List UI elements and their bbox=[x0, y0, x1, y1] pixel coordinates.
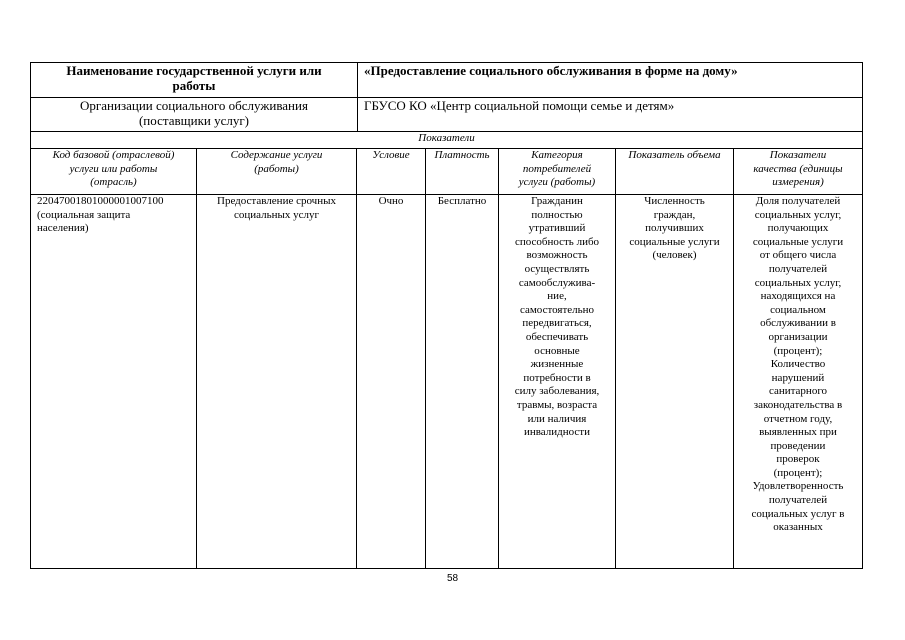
cell-line: Доля получателей bbox=[755, 195, 841, 207]
column-header-volume bbox=[616, 149, 734, 195]
header-line: Показатель объема bbox=[628, 149, 721, 161]
column-header-payment bbox=[426, 149, 499, 195]
cell-line: самообслужива- bbox=[518, 276, 596, 289]
header-line: (работы) bbox=[254, 162, 299, 175]
cell-line: отчетном году, bbox=[763, 412, 833, 425]
cell-line: социальные услуги bbox=[752, 235, 844, 248]
cell-line: потребности в bbox=[523, 371, 591, 384]
cell-line: (человек) bbox=[652, 249, 697, 262]
cell-line: оказанных bbox=[773, 521, 823, 534]
cell-line: от общего числа bbox=[759, 249, 837, 262]
header-line: Показатели bbox=[769, 149, 827, 161]
cell-line: способность либо bbox=[514, 235, 600, 248]
header-line: измерения) bbox=[772, 176, 824, 189]
cell-line: находящихся на bbox=[760, 290, 836, 303]
header-line: услуги или работы bbox=[69, 162, 158, 175]
cell-line: социальных услуг, bbox=[754, 276, 842, 289]
cell-line: или наличия bbox=[527, 412, 587, 425]
cell-line: полностью bbox=[531, 208, 583, 221]
service-header-table bbox=[30, 62, 863, 132]
cell-line: (социальная защита bbox=[37, 208, 131, 221]
cell-line: самостоятельно bbox=[519, 303, 595, 316]
cell-line: ние, bbox=[547, 290, 567, 303]
cell-volume bbox=[616, 195, 734, 569]
service-name-row bbox=[31, 63, 863, 98]
cell-line: основные bbox=[534, 344, 580, 357]
cell-line: получающих bbox=[767, 222, 829, 235]
cell-line: (процент); bbox=[773, 344, 823, 357]
cell-line: нарушений bbox=[771, 371, 825, 384]
cell-line: населения) bbox=[37, 222, 89, 235]
cell-line: возможность bbox=[526, 249, 588, 262]
cell-line: Бесплатно bbox=[437, 195, 487, 207]
cell-line: осуществлять bbox=[524, 262, 590, 275]
cell-line: получивших bbox=[645, 222, 704, 235]
header-line: (отрасль) bbox=[90, 176, 137, 189]
service-name-label-line: работы bbox=[172, 78, 216, 93]
cell-line: инвалидности bbox=[523, 426, 590, 439]
column-header-quality bbox=[734, 149, 863, 195]
indicators-title-row bbox=[31, 132, 863, 149]
column-header-condition bbox=[357, 149, 426, 195]
column-header-row bbox=[31, 149, 863, 195]
service-name-value: «Предоставление социального обслуживания в форме на дому» bbox=[358, 63, 863, 98]
header-line: Категория bbox=[531, 149, 583, 161]
column-header-content bbox=[197, 149, 357, 195]
cell-line: Очно bbox=[378, 195, 404, 207]
cell-line: обеспечивать bbox=[525, 330, 589, 343]
cell-line: проведении bbox=[770, 439, 826, 452]
cell-category bbox=[499, 195, 616, 569]
indicators-title: Показатели bbox=[31, 132, 863, 149]
cell-line: 22047001801000001007100 bbox=[37, 195, 164, 207]
providers-label bbox=[31, 98, 358, 132]
cell-line: травмы, возраста bbox=[516, 398, 598, 411]
indicators-table bbox=[30, 131, 863, 569]
cell-line: Количество bbox=[770, 358, 826, 371]
cell-line: проверок bbox=[776, 453, 820, 466]
header-line: Платность bbox=[434, 149, 490, 161]
cell-line: Гражданин bbox=[531, 195, 583, 207]
cell-line: получателей bbox=[768, 494, 828, 507]
cell-line: социальных услуг, bbox=[754, 208, 842, 221]
cell-line: передвигаться, bbox=[522, 317, 592, 330]
header-line: качества (единицы bbox=[753, 162, 843, 175]
cell-line: Удовлетворенность bbox=[752, 480, 844, 493]
cell-content bbox=[197, 195, 357, 569]
cell-line: Численность bbox=[644, 195, 705, 207]
cell-quality bbox=[734, 195, 863, 569]
providers-value: ГБУСО КО «Центр социальной помощи семье и детям» bbox=[358, 98, 863, 132]
cell-line: обслуживании в bbox=[760, 317, 836, 330]
header-line: Условие bbox=[372, 149, 410, 161]
cell-line: социальных услуг bbox=[233, 208, 320, 221]
providers-label-line: (поставщики услуг) bbox=[138, 113, 250, 128]
table-row bbox=[31, 195, 863, 569]
cell-line: социальные услуги bbox=[629, 235, 720, 248]
cell-line: утративший bbox=[528, 222, 586, 235]
cell-line: законодательства в bbox=[753, 398, 843, 411]
cell-line: выявленных при bbox=[759, 426, 837, 439]
cell-line: организации bbox=[768, 330, 828, 343]
cell-line: жизненные bbox=[530, 358, 584, 371]
cell-code bbox=[31, 195, 197, 569]
header-line: Содержание услуги bbox=[230, 149, 323, 161]
service-name-label-line: Наименование государственной услуги или bbox=[66, 63, 322, 78]
cell-line: Предоставление срочных bbox=[217, 195, 336, 207]
providers-label-line: Организации социального обслуживания bbox=[80, 98, 308, 113]
cell-line: санитарного bbox=[768, 385, 828, 398]
cell-line: социальном bbox=[770, 303, 826, 316]
column-header-code bbox=[31, 149, 197, 195]
cell-line: силу заболевания, bbox=[514, 385, 600, 398]
page-number: 58 bbox=[446, 573, 459, 584]
cell-line: социальных услуг в bbox=[751, 507, 845, 520]
header-line: Код базовой (отраслевой) bbox=[52, 149, 175, 161]
column-header-category bbox=[499, 149, 616, 195]
header-line: услуги (работы) bbox=[518, 176, 596, 189]
cell-line: граждан, bbox=[653, 208, 696, 221]
header-line: потребителей bbox=[522, 162, 592, 175]
service-name-label bbox=[31, 63, 358, 98]
cell-condition bbox=[357, 195, 426, 569]
providers-row bbox=[31, 98, 863, 132]
cell-line: (процент); bbox=[773, 466, 823, 479]
cell-payment bbox=[426, 195, 499, 569]
cell-line: получателей bbox=[768, 262, 828, 275]
